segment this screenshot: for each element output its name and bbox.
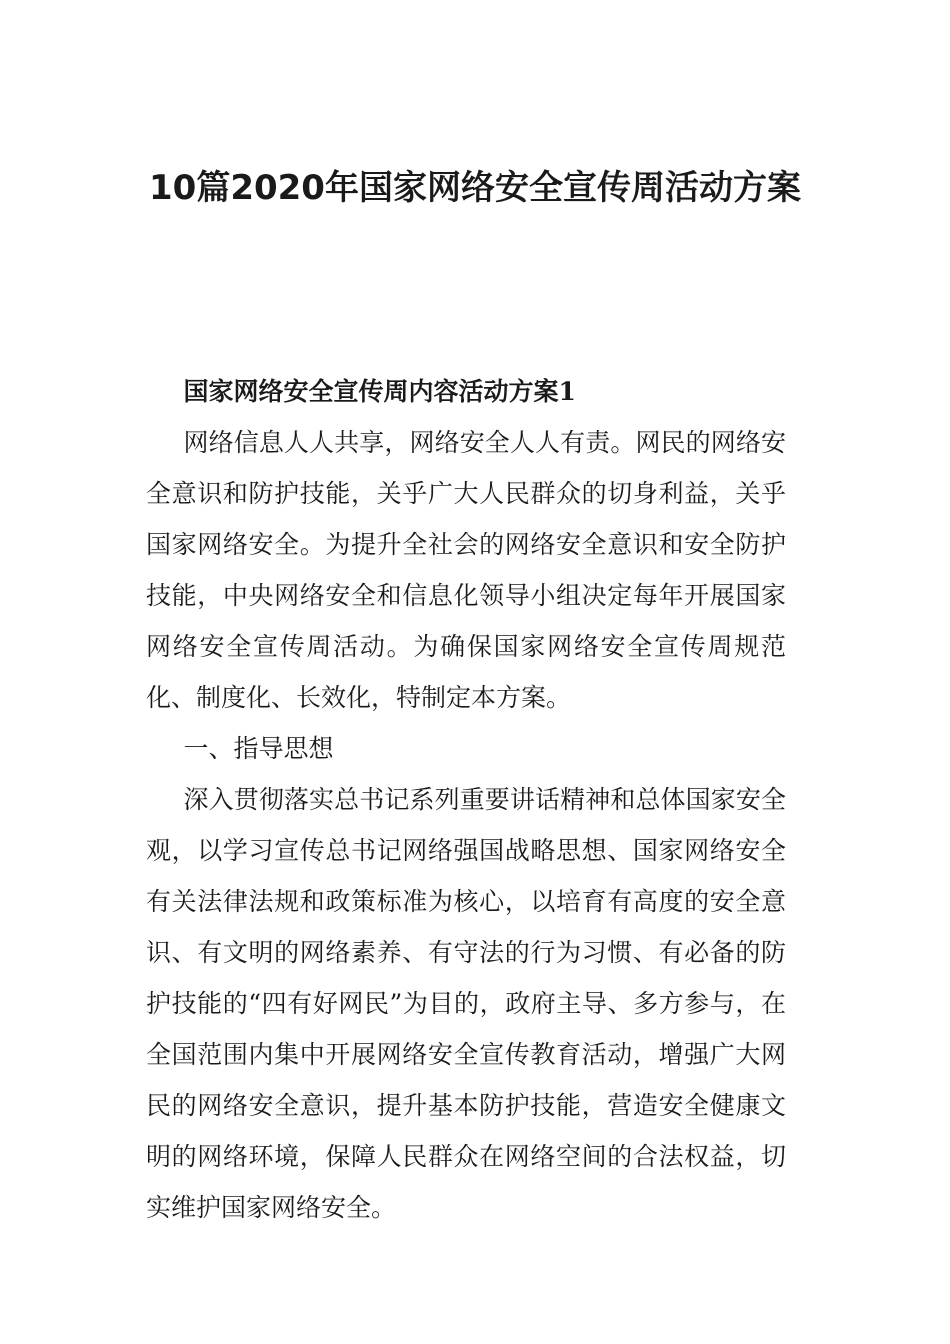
document-body bbox=[146, 366, 786, 1233]
section-title: 国家网络安全宣传周内容活动方案1 bbox=[183, 377, 576, 406]
guiding-ideology-paragraph: 深入贯彻落实总书记系列重要讲话精神和总体国家安全观，以学习宣传总书记网络强国战略思想、国家网络安全有关法律法规和政策标准为核心，以培育有高度的安全意识、有文明的网络素养、有守法的行为习惯、有必备的防护技能的“四有好网民”为目的，政府主导、多方参与，在全国范围内集中开展网络安全宣传教育活动，增强广大网民的网络安全意识，提升基本防护技能，营造安全健康文明的网络环境，保障人民群众在网络空间的合法权益，切实维护国家网络安全。 bbox=[146, 785, 786, 1222]
document-title: 10篇2020年国家网络安全宣传周活动方案 bbox=[149, 168, 801, 208]
intro-paragraph: 网络信息人人共享，网络安全人人有责。网民的网络安全意识和防护技能，关乎广大人民群众的切身利益，关乎国家网络安全。为提升全社会的网络安全意识和安全防护技能，中央网络安全和信息化领导小组决定每年开展国家网络安全宣传周活动。为确保国家网络安全宣传周规范化、制度化、长效化，特制定本方案。 bbox=[146, 428, 786, 712]
section-heading-guiding-ideology: 一、指导思想 bbox=[183, 734, 334, 763]
